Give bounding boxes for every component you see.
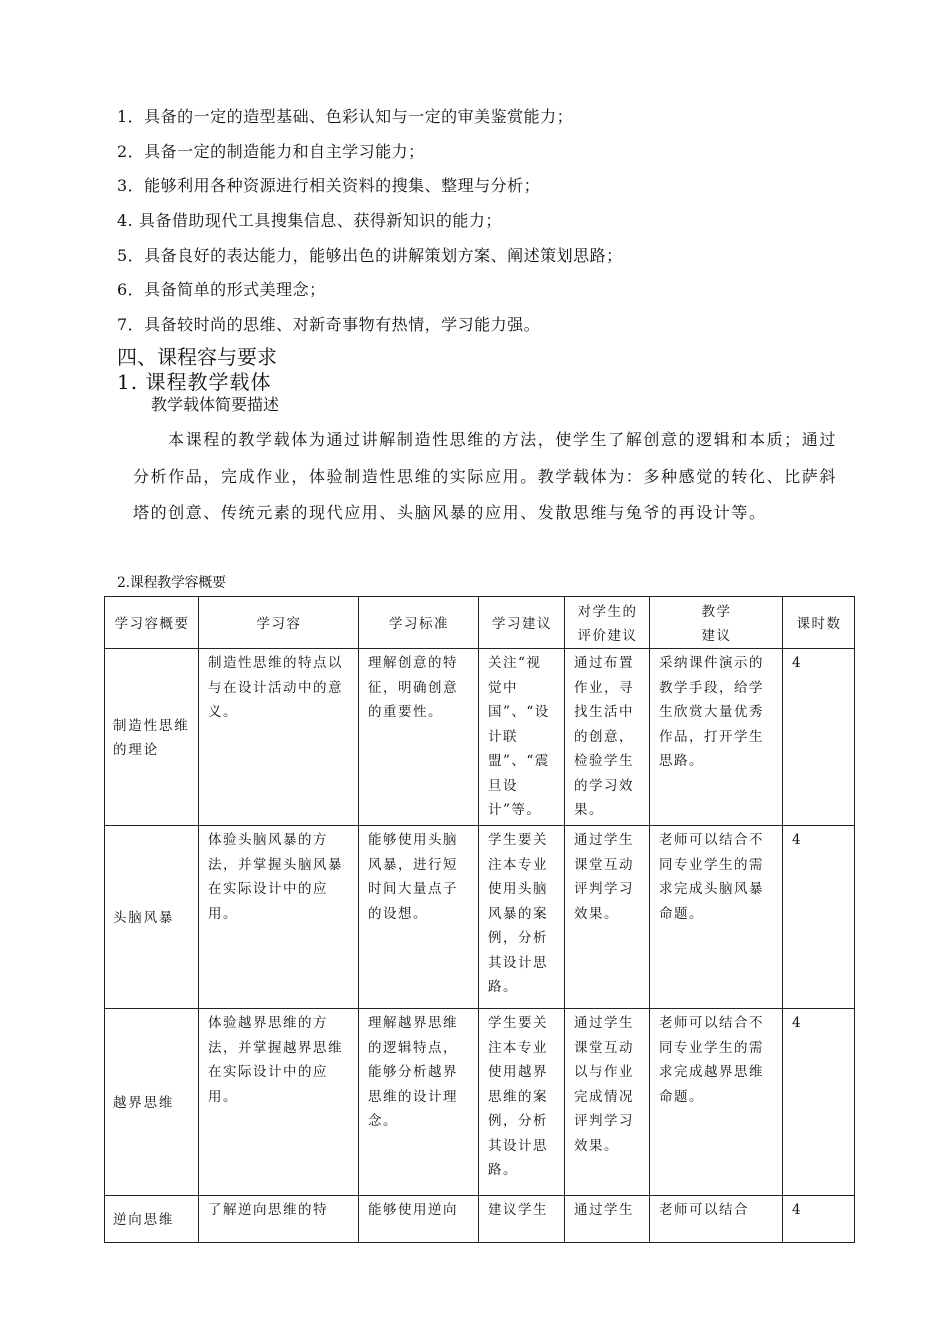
cell-content: 体验头脑风暴的方法，并掌握头脑风暴在实际设计中的应用。 [199,826,359,1009]
table-row [105,1009,855,1196]
cell-standard: 能够使用头脑风暴，进行短时间大量点子的设想。 [359,826,479,1009]
cell-standard: 理解创意的特征，明确创意的重要性。 [359,649,479,826]
cell-content: 体验越界思维的方法，并掌握越界思维在实际设计中的应用。 [199,1009,359,1196]
header-teaching: 教学 建议 [650,597,783,649]
cell-topic: 头脑风暴 [105,826,199,1009]
cell-standard: 能够使用逆向 [359,1196,479,1243]
overview-title: 2.课程教学容概要 [117,575,226,591]
cell-teaching: 老师可以结合不同专业学生的需求完成头脑风暴命题。 [650,826,783,1009]
cell-teaching: 老师可以结合 [650,1196,783,1243]
header-topic: 学习容概要 [105,597,199,649]
cell-suggestion: 学生要关注本专业使用头脑风暴的案例，分析其设计思路。 [479,826,565,1009]
cell-evaluation: 通过布置作业，寻找生活中的创意，检验学生的学习效果。 [565,649,650,826]
cell-teaching: 采纳课件演示的教学手段，给学生欣赏大量优秀作品，打开学生思路。 [650,649,783,826]
cell-suggestion: 建议学生 [479,1196,565,1243]
cell-hours: 4 [783,649,855,826]
cell-topic: 制造性思维的理论 [105,649,199,826]
section-title: 四、课程容与要求 [117,345,277,369]
cell-suggestion: 学生要关注本专业使用越界思维的案例，分析其设计思路。 [479,1009,565,1196]
table-row [105,826,855,1009]
header-evaluation: 对学生的评价建议 [565,597,650,649]
table-row [105,649,855,826]
cell-evaluation: 通过学生课堂互动以与作业完成情况评判学习效果。 [565,1009,650,1196]
course-content-table [104,596,855,1243]
table-row [105,1196,855,1243]
cell-standard: 理解越界思维的逻辑特点，能够分析越界思维的设计理念。 [359,1009,479,1196]
subsection-title: 1. 课程教学载体 [117,370,272,394]
cell-teaching: 老师可以结合不同专业学生的需求完成越界思维命题。 [650,1009,783,1196]
cell-content: 了解逆向思维的特 [199,1196,359,1243]
header-hours: 课时数 [783,597,855,649]
carrier-heading: 教学载体简要描述 [151,395,280,414]
header-content: 学习容 [199,597,359,649]
cell-hours: 4 [783,826,855,1009]
list-item: 7．具备较时尚的思维、对新奇事物有热情，学习能力强。 [117,315,541,335]
cell-hours: 4 [783,1009,855,1196]
cell-topic: 逆向思维 [105,1196,199,1243]
table-header-row [105,597,855,649]
list-item: 2．具备一定的制造能力和自主学习能力； [117,141,425,161]
cell-evaluation: 通过学生课堂互动评判学习效果。 [565,826,650,1009]
list-item: 3．能够利用各种资源进行相关资料的搜集、整理与分析； [117,176,541,196]
ability-list [117,100,623,343]
carrier-paragraph: 本课程的教学载体为通过讲解制造性思维的方法，使学生了解创意的逻辑和本质；通过分析作品，完成作业，体验制造性思维的实际应用。教学载体为：多种感觉的转化、比萨斜塔的创意、传统元素的现代应用、头脑风暴的应用、发散思维与兔爷的再设计等。 [133,430,838,522]
header-standard: 学习标准 [359,597,479,649]
list-item: 1．具备的一定的造型基础、色彩认知与一定的审美鉴赏能力； [117,107,574,126]
cell-content: 制造性思维的特点以与在设计活动中的意义。 [199,649,359,826]
header-suggestion: 学习建议 [479,597,565,649]
cell-hours: 4 [783,1196,855,1243]
list-item: 6．具备简单的形式美理念； [117,280,326,300]
cell-topic: 越界思维 [105,1009,199,1196]
cell-evaluation: 通过学生 [565,1196,650,1243]
list-item: 5．具备良好的表达能力，能够出色的讲解策划方案、阐述策划思路； [117,245,623,265]
list-item: 4. 具备借助现代工具搜集信息、获得新知识的能力； [117,211,502,231]
cell-suggestion: 关注“视觉中国”、“设计联盟”、“震旦设计”等。 [479,649,565,826]
